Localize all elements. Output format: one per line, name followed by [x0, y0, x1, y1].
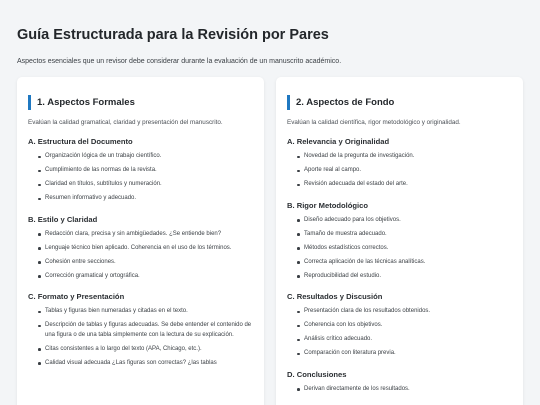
list-item: Aporte real al campo. — [297, 166, 512, 176]
section-heading: B. Estilo y Claridad — [28, 214, 98, 224]
section-list — [287, 385, 512, 395]
card-heading-text: 2. Aspectos de Fondo — [296, 97, 395, 108]
list-item: Cumplimiento de las normas de la revista. — [38, 166, 253, 176]
section-heading: D. Conclusiones — [287, 369, 347, 379]
card-heading — [28, 95, 253, 110]
card-aspectos-formales — [17, 77, 264, 405]
list-item: Análisis crítico adecuado. — [297, 335, 512, 345]
list-item: Comparación con literatura previa. — [297, 349, 512, 359]
card-description: Evalúan la calidad gramatical, claridad y presentación del manuscrito. — [28, 119, 223, 126]
list-item: Resumen informativo y adecuado. — [38, 194, 253, 204]
list-item: Diseño adecuado para los objetivos. — [297, 216, 512, 226]
section-list — [28, 307, 253, 368]
list-item: Descripción de tablas y figuras adecuadas. Se debe entender el contenido de una figura o de una tabla simplemente con la lectura de su explicación. — [38, 321, 253, 340]
section-list — [28, 230, 253, 282]
list-item: Correcta aplicación de las técnicas analíticas. — [297, 258, 512, 268]
list-item: Organización lógica de un trabajo científico. — [38, 152, 253, 162]
list-item: Coherencia con los objetivos. — [297, 321, 512, 331]
list-item: Tamaño de muestra adecuado. — [297, 230, 512, 240]
list-item: Calidad visual adecuada ¿Las figuras son correctas? ¿las tablas — [38, 359, 253, 369]
card-heading — [287, 95, 512, 110]
section-heading: B. Rigor Metodológico — [287, 200, 368, 210]
list-item: Lenguaje técnico bien aplicado. Coherencia en el uso de los términos. — [38, 244, 253, 254]
list-item: Citas consistentes a lo largo del texto (APA, Chicago, etc.). — [38, 345, 253, 355]
list-item: Presentación clara de los resultados obtenidos. — [297, 307, 512, 317]
section-list — [28, 152, 253, 204]
section-list — [287, 152, 512, 190]
section-list — [287, 216, 512, 282]
section-heading: A. Relevancia y Originalidad — [287, 137, 390, 146]
card-aspectos-de-fondo — [276, 77, 523, 405]
page-subtitle: Aspectos esenciales que un revisor debe considerar durante la evaluación de un manuscrito académico. — [17, 58, 342, 65]
list-item: Revisión adecuada del estado del arte. — [297, 180, 512, 190]
card-description: Evalúan la calidad científica, rigor metodológico y originalidad. — [287, 119, 461, 126]
list-item: Reproducibilidad del estudio. — [297, 272, 512, 282]
list-item: Métodos estadísticos correctos. — [297, 244, 512, 254]
section-heading: A. Estructura del Documento — [28, 137, 133, 146]
list-item: Claridad en títulos, subtítulos y numeración. — [38, 180, 253, 190]
list-item: Derivan directamente de los resultados. — [297, 385, 512, 395]
section-heading: C. Formato y Presentación — [28, 292, 125, 301]
card-heading-text: 1. Aspectos Formales — [37, 97, 135, 108]
list-item: Cohesión entre secciones. — [38, 258, 253, 268]
section-heading: C. Resultados y Discusión — [287, 292, 383, 301]
list-item: Tablas y figuras bien numeradas y citadas en el texto. — [38, 307, 253, 317]
list-item: Novedad de la pregunta de investigación. — [297, 152, 512, 162]
list-item: Corrección gramatical y ortográfica. — [38, 272, 253, 282]
section-list — [287, 307, 512, 359]
page-title: Guía Estructurada para la Revisión por Pares — [17, 27, 329, 43]
list-item: Redacción clara, precisa y sin ambigüedades. ¿Se entiende bien? — [38, 230, 253, 240]
